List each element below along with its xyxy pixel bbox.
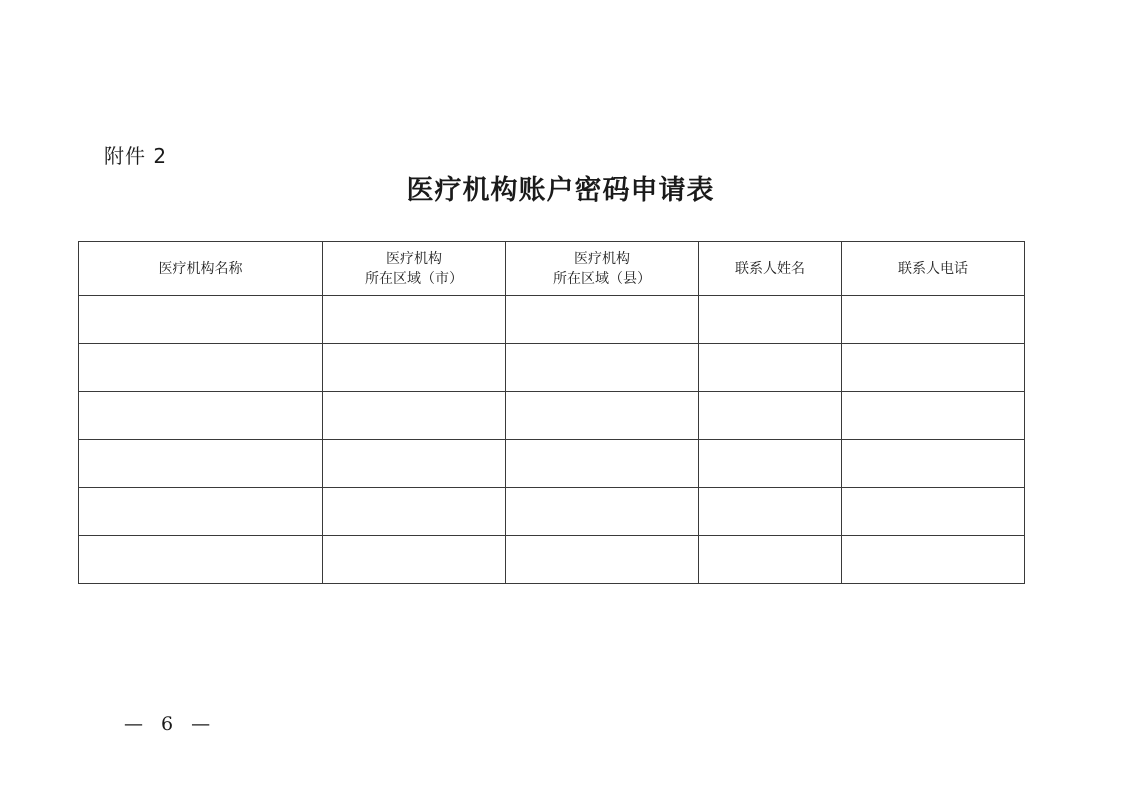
table-row [79, 440, 1025, 488]
table-cell[interactable] [79, 488, 323, 536]
table-cell[interactable] [79, 440, 323, 488]
table-row [79, 392, 1025, 440]
header-contact-name [699, 242, 842, 296]
table-cell[interactable] [699, 296, 842, 344]
table-cell[interactable] [699, 344, 842, 392]
table-cell[interactable] [699, 392, 842, 440]
table-cell[interactable] [842, 392, 1025, 440]
table-cell[interactable] [323, 536, 506, 584]
table-cell[interactable] [79, 344, 323, 392]
table-row [79, 344, 1025, 392]
table-cell[interactable] [699, 488, 842, 536]
header-institution-city [323, 242, 506, 296]
attachment-label: 附件 2 [104, 144, 168, 168]
table-cell[interactable] [842, 440, 1025, 488]
table-cell[interactable] [323, 392, 506, 440]
table-cell[interactable] [506, 440, 699, 488]
table-cell[interactable] [506, 296, 699, 344]
table-cell[interactable] [79, 296, 323, 344]
table-cell[interactable] [323, 440, 506, 488]
page-number: — 6 — [124, 713, 217, 735]
table-header-row [79, 242, 1025, 296]
table-row [79, 296, 1025, 344]
table-cell[interactable] [699, 536, 842, 584]
table-cell[interactable] [506, 536, 699, 584]
header-line: 所在区域（县） [553, 270, 651, 287]
table-cell[interactable] [506, 392, 699, 440]
header-line: 医疗机构 [574, 250, 630, 267]
table-cell[interactable] [323, 488, 506, 536]
table-row [79, 536, 1025, 584]
header-line: 医疗机构名称 [158, 260, 243, 277]
header-contact-phone [842, 242, 1025, 296]
table-row [79, 488, 1025, 536]
table-cell[interactable] [323, 344, 506, 392]
table-cell[interactable] [842, 344, 1025, 392]
table-cell[interactable] [699, 440, 842, 488]
application-form-table [78, 241, 1025, 584]
header-institution-county [506, 242, 699, 296]
header-line: 医疗机构 [386, 250, 442, 267]
header-line: 联系人姓名 [735, 260, 805, 277]
document-title: 医疗机构账户密码申请表 [406, 175, 715, 206]
table-cell[interactable] [79, 392, 323, 440]
header-institution-name [79, 242, 323, 296]
table-cell[interactable] [323, 296, 506, 344]
table-cell[interactable] [842, 536, 1025, 584]
header-line: 联系人电话 [898, 260, 968, 277]
header-line: 所在区域（市） [365, 270, 463, 287]
table-cell[interactable] [506, 344, 699, 392]
table-cell[interactable] [79, 536, 323, 584]
table-cell[interactable] [842, 488, 1025, 536]
table-cell[interactable] [506, 488, 699, 536]
table-cell[interactable] [842, 296, 1025, 344]
